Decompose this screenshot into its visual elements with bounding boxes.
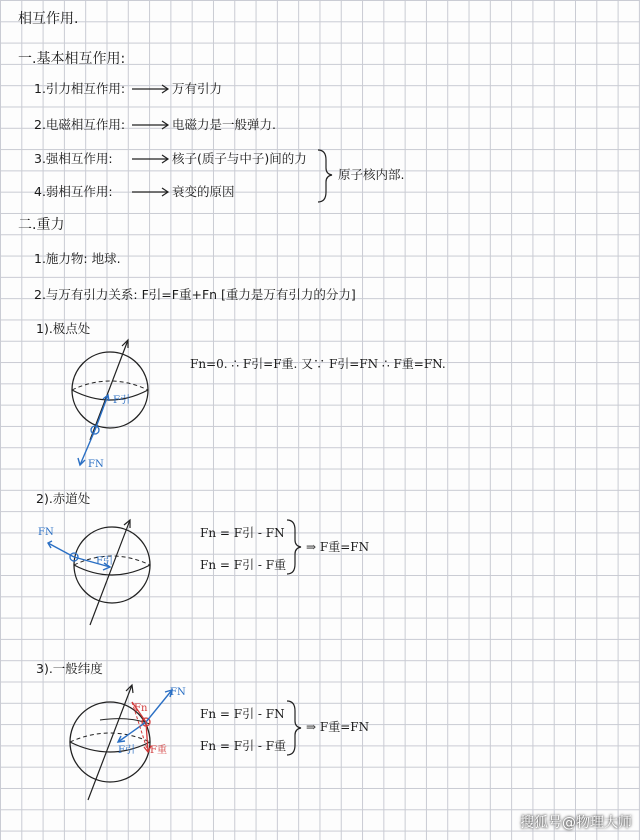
equator-label-fn: FN bbox=[38, 527, 54, 538]
interaction-label-3: 3.强相互作用: bbox=[34, 151, 113, 166]
page-title: 相互作用. bbox=[18, 11, 79, 27]
interaction-label-1: 1.引力相互作用: bbox=[34, 81, 126, 96]
section1-heading: 一.基本相互作用: bbox=[18, 51, 126, 67]
interaction-result-3: 核子(质子与中子)间的力 bbox=[172, 151, 307, 166]
latitude-label-fg: F重 bbox=[150, 745, 167, 756]
interaction-result-2: 电磁力是一般弹力. bbox=[172, 117, 276, 132]
latitude-label-fr: Fn bbox=[134, 703, 148, 714]
case2-equation-2: Fn = F引 - F重 bbox=[200, 558, 287, 572]
interaction-result-4: 衰变的原因 bbox=[172, 184, 235, 199]
sphere-diagram-equator bbox=[40, 515, 180, 645]
right-brace bbox=[318, 150, 332, 202]
case2-brace bbox=[285, 518, 305, 578]
gravity-item-2: 2.与万有引力关系: F引=F重+Fn [重力是万有引力的分力] bbox=[34, 287, 356, 302]
pole-label-fn: FN bbox=[88, 459, 104, 470]
watermark: 搜狐号@物理大师 bbox=[520, 815, 632, 831]
brace-note: 原子核内部. bbox=[338, 167, 405, 182]
interaction-label-2: 2.电磁相互作用: bbox=[34, 117, 126, 132]
case3-conclusion: ⇒ F重=FN bbox=[306, 720, 370, 734]
interaction-label-4: 4.弱相互作用: bbox=[34, 184, 113, 199]
equator-label-fy: F引 bbox=[96, 556, 113, 567]
case1-label: 1).极点处 bbox=[36, 321, 91, 336]
interaction-result-1: 万有引力 bbox=[172, 81, 223, 96]
case2-equation-1: Fn = F引 - FN bbox=[200, 526, 285, 540]
pole-label-fy: F引 bbox=[113, 395, 130, 406]
latitude-label-fn: FN bbox=[170, 687, 186, 698]
case3-equation-1: Fn = F引 - FN bbox=[200, 707, 285, 721]
case3-label: 3).一般纬度 bbox=[36, 661, 103, 676]
case2-label: 2).赤道处 bbox=[36, 491, 91, 506]
section2-heading: 二.重力 bbox=[18, 217, 65, 233]
case2-conclusion: ⇒ F重=FN bbox=[306, 540, 370, 554]
case3-brace bbox=[285, 699, 305, 759]
latitude-label-fy: F引 bbox=[118, 745, 135, 756]
case1-equation: Fn=0. ∴ F引=F重. 又∵ F引=FN ∴ F重=FN. bbox=[190, 357, 446, 371]
gravity-item-1: 1.施力物: 地球. bbox=[34, 251, 121, 266]
arrows-section1 bbox=[0, 0, 640, 220]
case3-equation-2: Fn = F引 - F重 bbox=[200, 739, 287, 753]
